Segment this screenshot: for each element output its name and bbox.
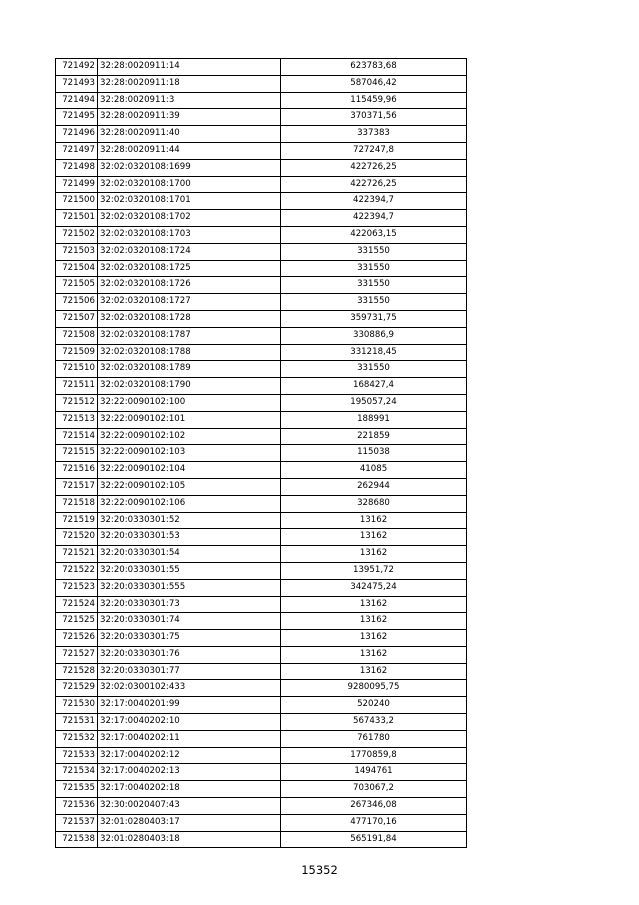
table-row — [56, 747, 467, 764]
table-body — [56, 59, 467, 848]
row-id: 721504 — [56, 260, 98, 277]
cadastral-number: 32:02:0320108:1701 — [98, 193, 281, 210]
row-id: 721510 — [56, 361, 98, 378]
cadastral-value: 331550 — [281, 294, 467, 311]
cadastral-number: 32:20:0330301:55 — [98, 562, 281, 579]
cadastral-number: 32:02:0320108:1726 — [98, 277, 281, 294]
table-row — [56, 730, 467, 747]
cadastral-number: 32:02:0320108:1788 — [98, 344, 281, 361]
table-row — [56, 142, 467, 159]
cadastral-number: 32:20:0330301:75 — [98, 630, 281, 647]
cadastral-number: 32:02:0320108:1724 — [98, 243, 281, 260]
cadastral-number: 32:02:0320108:1700 — [98, 176, 281, 193]
cadastral-number: 32:02:0320108:1787 — [98, 327, 281, 344]
table-row — [56, 394, 467, 411]
row-id: 721532 — [56, 730, 98, 747]
cadastral-value: 328680 — [281, 495, 467, 512]
row-id: 721531 — [56, 714, 98, 731]
cadastral-value: 13162 — [281, 546, 467, 563]
cadastral-value: 359731,75 — [281, 310, 467, 327]
table-row — [56, 428, 467, 445]
cadastral-value: 13162 — [281, 663, 467, 680]
cadastral-number: 32:22:0090102:105 — [98, 478, 281, 495]
row-id: 721515 — [56, 445, 98, 462]
table-row — [56, 243, 467, 260]
cadastral-number: 32:02:0320108:1703 — [98, 226, 281, 243]
cadastral-value: 331218,45 — [281, 344, 467, 361]
row-id: 721503 — [56, 243, 98, 260]
row-id: 721521 — [56, 546, 98, 563]
table-row — [56, 75, 467, 92]
cadastral-number: 32:30:0020407:43 — [98, 798, 281, 815]
table-row — [56, 277, 467, 294]
table-row — [56, 260, 467, 277]
cadastral-value: 168427,4 — [281, 378, 467, 395]
cadastral-number: 32:28:0020911:39 — [98, 109, 281, 126]
row-id: 721493 — [56, 75, 98, 92]
table-row — [56, 680, 467, 697]
table-row — [56, 579, 467, 596]
data-table — [55, 58, 467, 848]
cadastral-number: 32:20:0330301:76 — [98, 646, 281, 663]
table-row — [56, 714, 467, 731]
cadastral-number: 32:17:0040202:10 — [98, 714, 281, 731]
row-id: 721523 — [56, 579, 98, 596]
cadastral-value: 587046,42 — [281, 75, 467, 92]
table-row — [56, 109, 467, 126]
row-id: 721509 — [56, 344, 98, 361]
row-id: 721535 — [56, 781, 98, 798]
cadastral-value: 221859 — [281, 428, 467, 445]
table-row — [56, 176, 467, 193]
table-row — [56, 445, 467, 462]
cadastral-value: 331550 — [281, 260, 467, 277]
cadastral-number: 32:20:0330301:74 — [98, 613, 281, 630]
cadastral-number: 32:20:0330301:77 — [98, 663, 281, 680]
table-row — [56, 92, 467, 109]
table-row — [56, 764, 467, 781]
cadastral-number: 32:02:0300102:433 — [98, 680, 281, 697]
cadastral-value: 195057,24 — [281, 394, 467, 411]
table-row — [56, 529, 467, 546]
table-row — [56, 294, 467, 311]
cadastral-value: 422394,7 — [281, 193, 467, 210]
row-id: 721528 — [56, 663, 98, 680]
table-row — [56, 462, 467, 479]
cadastral-number: 32:02:0320108:1728 — [98, 310, 281, 327]
cadastral-value: 520240 — [281, 697, 467, 714]
table-row — [56, 226, 467, 243]
table-row — [56, 546, 467, 563]
table-row — [56, 193, 467, 210]
cadastral-number: 32:20:0330301:54 — [98, 546, 281, 563]
cadastral-number: 32:28:0020911:14 — [98, 59, 281, 76]
table-row — [56, 596, 467, 613]
row-id: 721508 — [56, 327, 98, 344]
row-id: 721500 — [56, 193, 98, 210]
cadastral-value: 13162 — [281, 512, 467, 529]
cadastral-value: 188991 — [281, 411, 467, 428]
table-row — [56, 361, 467, 378]
row-id: 721524 — [56, 596, 98, 613]
cadastral-value: 13162 — [281, 613, 467, 630]
table-row — [56, 630, 467, 647]
row-id: 721534 — [56, 764, 98, 781]
cadastral-value: 703067,2 — [281, 781, 467, 798]
cadastral-number: 32:17:0040202:18 — [98, 781, 281, 798]
table-row — [56, 327, 467, 344]
cadastral-value: 565191,84 — [281, 831, 467, 848]
cadastral-value: 267346,08 — [281, 798, 467, 815]
row-id: 721518 — [56, 495, 98, 512]
cadastral-number: 32:02:0320108:1699 — [98, 159, 281, 176]
row-id: 721522 — [56, 562, 98, 579]
cadastral-number: 32:17:0040202:13 — [98, 764, 281, 781]
cadastral-value: 331550 — [281, 277, 467, 294]
cadastral-value: 1494761 — [281, 764, 467, 781]
row-id: 721492 — [56, 59, 98, 76]
cadastral-number: 32:22:0090102:106 — [98, 495, 281, 512]
row-id: 721502 — [56, 226, 98, 243]
cadastral-value: 9280095,75 — [281, 680, 467, 697]
cadastral-number: 32:22:0090102:102 — [98, 428, 281, 445]
page-number: 15352 — [301, 863, 338, 877]
row-id: 721526 — [56, 630, 98, 647]
cadastral-number: 32:02:0320108:1702 — [98, 210, 281, 227]
row-id: 721520 — [56, 529, 98, 546]
row-id: 721496 — [56, 126, 98, 143]
row-id: 721538 — [56, 831, 98, 848]
cadastral-value: 13162 — [281, 646, 467, 663]
row-id: 721525 — [56, 613, 98, 630]
cadastral-number: 32:28:0020911:3 — [98, 92, 281, 109]
cadastral-value: 331550 — [281, 243, 467, 260]
row-id: 721506 — [56, 294, 98, 311]
row-id: 721527 — [56, 646, 98, 663]
table-row — [56, 159, 467, 176]
cadastral-value: 370371,56 — [281, 109, 467, 126]
cadastral-number: 32:22:0090102:103 — [98, 445, 281, 462]
table-row — [56, 663, 467, 680]
cadastral-value: 13162 — [281, 596, 467, 613]
cadastral-value: 422394,7 — [281, 210, 467, 227]
table-row — [56, 562, 467, 579]
cadastral-number: 32:17:0040201:99 — [98, 697, 281, 714]
cadastral-number: 32:02:0320108:1789 — [98, 361, 281, 378]
row-id: 721507 — [56, 310, 98, 327]
row-id: 721512 — [56, 394, 98, 411]
row-id: 721495 — [56, 109, 98, 126]
cadastral-number: 32:17:0040202:12 — [98, 747, 281, 764]
cadastral-number: 32:28:0020911:18 — [98, 75, 281, 92]
cadastral-value: 337383 — [281, 126, 467, 143]
table-row — [56, 613, 467, 630]
table-row — [56, 495, 467, 512]
cadastral-number: 32:02:0320108:1725 — [98, 260, 281, 277]
cadastral-number: 32:22:0090102:104 — [98, 462, 281, 479]
cadastral-number: 32:28:0020911:40 — [98, 126, 281, 143]
table-row — [56, 210, 467, 227]
cadastral-number: 32:02:0320108:1790 — [98, 378, 281, 395]
cadastral-number: 32:01:0280403:18 — [98, 831, 281, 848]
cadastral-value: 342475,24 — [281, 579, 467, 596]
cadastral-value: 727247,8 — [281, 142, 467, 159]
cadastral-value: 761780 — [281, 730, 467, 747]
row-id: 721529 — [56, 680, 98, 697]
cadastral-value: 477170,16 — [281, 814, 467, 831]
cadastral-number: 32:20:0330301:555 — [98, 579, 281, 596]
row-id: 721519 — [56, 512, 98, 529]
cadastral-number: 32:20:0330301:73 — [98, 596, 281, 613]
row-id: 721501 — [56, 210, 98, 227]
cadastral-value: 1770859,8 — [281, 747, 467, 764]
row-id: 721494 — [56, 92, 98, 109]
cadastral-value: 422726,25 — [281, 176, 467, 193]
row-id: 721533 — [56, 747, 98, 764]
cadastral-value: 422726,25 — [281, 159, 467, 176]
cadastral-number: 32:22:0090102:100 — [98, 394, 281, 411]
cadastral-number: 32:01:0280403:17 — [98, 814, 281, 831]
cadastral-number: 32:22:0090102:101 — [98, 411, 281, 428]
cadastral-number: 32:17:0040202:11 — [98, 730, 281, 747]
row-id: 721499 — [56, 176, 98, 193]
table-row — [56, 781, 467, 798]
row-id: 721505 — [56, 277, 98, 294]
cadastral-value: 13951,72 — [281, 562, 467, 579]
row-id: 721530 — [56, 697, 98, 714]
row-id: 721536 — [56, 798, 98, 815]
table-row — [56, 310, 467, 327]
row-id: 721513 — [56, 411, 98, 428]
cadastral-value: 41085 — [281, 462, 467, 479]
cadastral-value: 262944 — [281, 478, 467, 495]
table-row — [56, 831, 467, 848]
row-id: 721497 — [56, 142, 98, 159]
cadastral-value: 13162 — [281, 529, 467, 546]
table-row — [56, 344, 467, 361]
cadastral-number: 32:02:0320108:1727 — [98, 294, 281, 311]
row-id: 721511 — [56, 378, 98, 395]
row-id: 721514 — [56, 428, 98, 445]
table-row — [56, 411, 467, 428]
table-row — [56, 798, 467, 815]
cadastral-value: 623783,68 — [281, 59, 467, 76]
row-id: 721517 — [56, 478, 98, 495]
cadastral-number: 32:28:0020911:44 — [98, 142, 281, 159]
table-row — [56, 697, 467, 714]
row-id: 721537 — [56, 814, 98, 831]
cadastral-value: 567433,2 — [281, 714, 467, 731]
table-row — [56, 646, 467, 663]
table-row — [56, 59, 467, 76]
table-row — [56, 126, 467, 143]
cadastral-value: 331550 — [281, 361, 467, 378]
cadastral-value: 115038 — [281, 445, 467, 462]
cadastral-number: 32:20:0330301:53 — [98, 529, 281, 546]
table-row — [56, 512, 467, 529]
cadastral-number: 32:20:0330301:52 — [98, 512, 281, 529]
table-row — [56, 378, 467, 395]
cadastral-value: 13162 — [281, 630, 467, 647]
table-row — [56, 478, 467, 495]
table-row — [56, 814, 467, 831]
row-id: 721498 — [56, 159, 98, 176]
cadastral-value: 330886,9 — [281, 327, 467, 344]
row-id: 721516 — [56, 462, 98, 479]
cadastral-value: 115459,96 — [281, 92, 467, 109]
cadastral-value: 422063,15 — [281, 226, 467, 243]
